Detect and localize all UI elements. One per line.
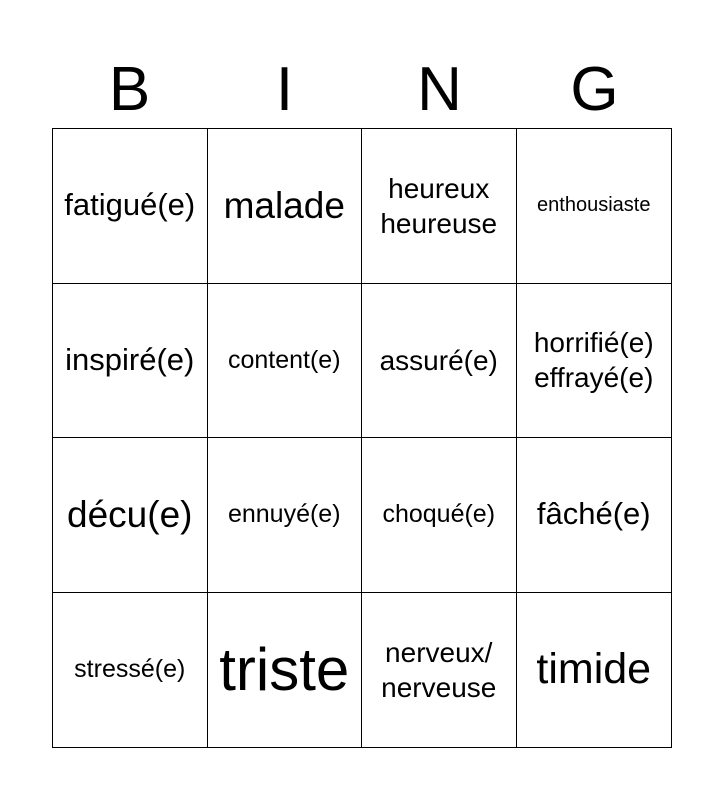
cell-label: enthousiaste	[537, 194, 651, 217]
cell-label: assuré(e)	[379, 344, 498, 376]
bingo-board	[52, 128, 672, 748]
cell-label: fatigué(e)	[64, 187, 196, 223]
bingo-cell[interactable]	[362, 438, 517, 593]
cell-label: choqué(e)	[382, 500, 496, 529]
cell-label: content(e)	[227, 345, 341, 374]
bingo-cell[interactable]	[517, 129, 672, 284]
bingo-cell[interactable]	[362, 593, 517, 748]
bingo-cell[interactable]	[208, 129, 363, 284]
header-letter-b: B	[108, 55, 151, 124]
bingo-cell[interactable]	[208, 593, 363, 748]
cell-label: nerveux/ nerveuse	[381, 636, 497, 703]
bingo-cell[interactable]	[362, 284, 517, 439]
header-letter-i: I	[275, 55, 294, 124]
bingo-cell[interactable]	[53, 284, 208, 439]
bingo-cell[interactable]	[517, 593, 672, 748]
bingo-cell[interactable]	[362, 129, 517, 284]
cell-label: malade	[223, 184, 345, 226]
cell-label: triste	[219, 636, 350, 704]
bingo-cell[interactable]	[208, 284, 363, 439]
cell-label: décu(e)	[67, 493, 193, 535]
cell-label: heureux heureuse	[380, 172, 498, 239]
cell-label: ennuyé(e)	[227, 500, 341, 529]
header-letter-n: N	[417, 55, 462, 124]
cell-label: inspiré(e)	[65, 341, 195, 377]
cell-label: fâché(e)	[536, 496, 651, 532]
cell-label: timide	[536, 644, 652, 693]
bingo-cell[interactable]	[517, 284, 672, 439]
bingo-cell[interactable]	[53, 593, 208, 748]
cell-label: horrifié(e) effrayé(e)	[533, 327, 654, 394]
bingo-cell[interactable]	[517, 438, 672, 593]
cell-label: stressé(e)	[74, 655, 186, 684]
bingo-cell[interactable]	[53, 438, 208, 593]
bingo-cell[interactable]	[208, 438, 363, 593]
header-letter-g: G	[570, 55, 619, 124]
bingo-cell[interactable]	[53, 129, 208, 284]
bingo-header	[52, 52, 672, 128]
